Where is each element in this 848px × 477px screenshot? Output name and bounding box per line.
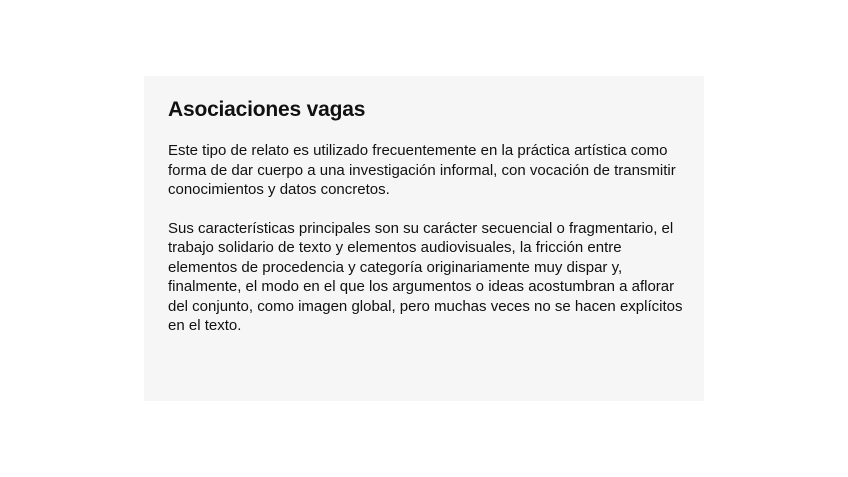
info-card xyxy=(144,76,704,401)
card-paragraph-2: Sus características principales son su carácter secuencial o fragmentario, el trabajo solidario de texto y elementos audiovisuales, la fricción entre elementos de procedencia y categoría originariamente muy dispar y, finalmente, el modo en el que los argumentos o ideas acostumbran a aflorar del conjunto, como imagen global, pero muchas veces no se hacen explícitos en el texto. xyxy=(168,219,683,334)
card-paragraph-1: Este tipo de relato es utilizado frecuentemente en la práctica artística como forma de dar cuerpo a una investigación informal, con vocación de transmitir conocimientos y datos concretos. xyxy=(168,142,676,198)
card-title: Asociaciones vagas xyxy=(168,98,366,121)
